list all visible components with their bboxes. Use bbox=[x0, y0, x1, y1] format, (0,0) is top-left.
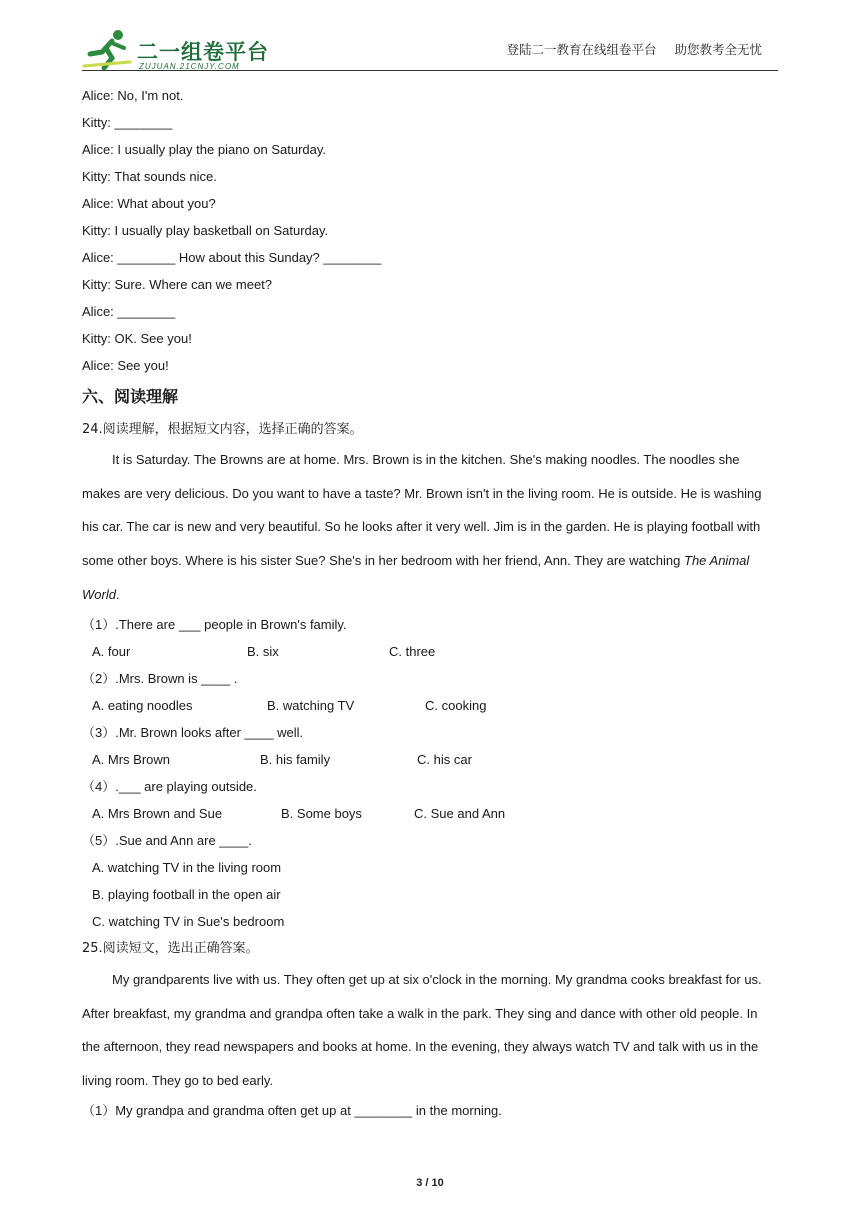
dialogue-line: Kitty: Sure. Where can we meet? bbox=[82, 277, 273, 292]
dialogue-line: Alice: See you! bbox=[82, 358, 169, 373]
dialogue-line: Alice: ________ bbox=[82, 304, 176, 319]
question-24-1-stem: （1）.There are ___ people in Brown's family. bbox=[82, 617, 347, 632]
logo-text: 二一组卷平台 bbox=[137, 41, 269, 64]
option-b[interactable]: B. his family bbox=[260, 752, 331, 767]
logo-subtext: ZUJUAN.21CNJY.COM bbox=[139, 62, 240, 71]
option-c[interactable]: C. his car bbox=[417, 752, 472, 767]
option-b[interactable]: B. watching TV bbox=[267, 698, 355, 713]
header-divider bbox=[82, 70, 778, 71]
question-24-5-stem: （5）.Sue and Ann are ____. bbox=[82, 833, 252, 848]
passage-program-title: The Animal World bbox=[82, 553, 750, 602]
platform-logo bbox=[82, 28, 282, 72]
question-24-4-stem: （4）.___ are playing outside. bbox=[82, 779, 257, 794]
question-24-title: 24.阅读理解，根据短文内容，选择正确的答案。 bbox=[82, 422, 363, 437]
dialogue-line: Alice: I usually play the piano on Saturday. bbox=[82, 142, 327, 157]
question-24-2-stem: （2）.Mrs. Brown is ____ . bbox=[82, 671, 238, 686]
option-a[interactable]: A. Mrs Brown and Sue bbox=[92, 806, 223, 821]
dialogue-line: Alice: ________ How about this Sunday? ________ bbox=[82, 250, 382, 265]
header-link-login[interactable]: 登陆二一教育在线组卷平台 bbox=[506, 43, 657, 57]
option-b[interactable]: B. Some boys bbox=[281, 806, 362, 821]
option-c[interactable]: C. cooking bbox=[425, 698, 487, 713]
question-24-3-stem: （3）.Mr. Brown looks after ____ well. bbox=[82, 725, 304, 740]
option-a[interactable]: A. watching TV in the living room bbox=[92, 860, 282, 875]
header-slogan-text: 助您教考全无忧 bbox=[674, 43, 762, 57]
dialogue-line: Kitty: OK. See you! bbox=[82, 331, 192, 346]
dialogue-line: Alice: No, I'm not. bbox=[82, 88, 184, 103]
page-number: 3 / 10 bbox=[416, 1177, 444, 1189]
header-slogan bbox=[506, 40, 762, 58]
option-c[interactable]: C. watching TV in Sue's bedroom bbox=[92, 914, 285, 929]
dialogue-line: Alice: What about you? bbox=[82, 196, 216, 211]
dialogue-line: Kitty: I usually play basketball on Saturday. bbox=[82, 223, 329, 238]
page-header bbox=[82, 24, 778, 72]
question-25-1-stem: （1）My grandpa and grandma often get up at ________ in the morning. bbox=[82, 1103, 502, 1118]
section-title: 六、阅读理解 bbox=[82, 387, 179, 406]
passage-text: My grandparents live with us. They often get up at six o'clock in the morning. My grandma cooks breakfast for us. After breakfast, my grandma and grandpa often take a walk in the park. They sing and dance with other old people. In the afternoon, they read newspapers and books at home. In the evening, they always watch TV and talk with us in the living room. They go to bed early. bbox=[82, 972, 762, 1089]
question-24-passage bbox=[82, 443, 778, 612]
option-a[interactable]: A. eating noodles bbox=[92, 698, 193, 713]
dialogue-line: Kitty: That sounds nice. bbox=[82, 169, 217, 184]
dialogue-line: Kitty: ________ bbox=[82, 115, 173, 130]
option-b[interactable]: B. six bbox=[247, 644, 279, 659]
option-c[interactable]: C. Sue and Ann bbox=[414, 806, 506, 821]
option-a[interactable]: A. four bbox=[92, 644, 131, 659]
passage-end: . bbox=[115, 586, 120, 602]
running-man-icon bbox=[82, 28, 134, 70]
question-25-passage bbox=[82, 963, 778, 1098]
option-a[interactable]: A. Mrs Brown bbox=[92, 752, 171, 767]
option-c[interactable]: C. three bbox=[389, 644, 436, 659]
question-25-title: 25.阅读短文，选出正确答案。 bbox=[82, 941, 259, 956]
passage-text: It is Saturday. The Browns are at home. Mrs. Brown is in the kitchen. She's making noodles. The noodles she makes are very delicious. Do you want to have a taste? Mr. Brown isn't in the living room. He is outside. He is washing his car. The car is new and very beautiful. So he looks after it very well. Jim is in the garden. He is playing football with some other boys. Where is his sister Sue? She's in her bedroom with her friend, Ann. They are watching bbox=[82, 452, 762, 569]
option-b[interactable]: B. playing football in the open air bbox=[92, 887, 281, 902]
